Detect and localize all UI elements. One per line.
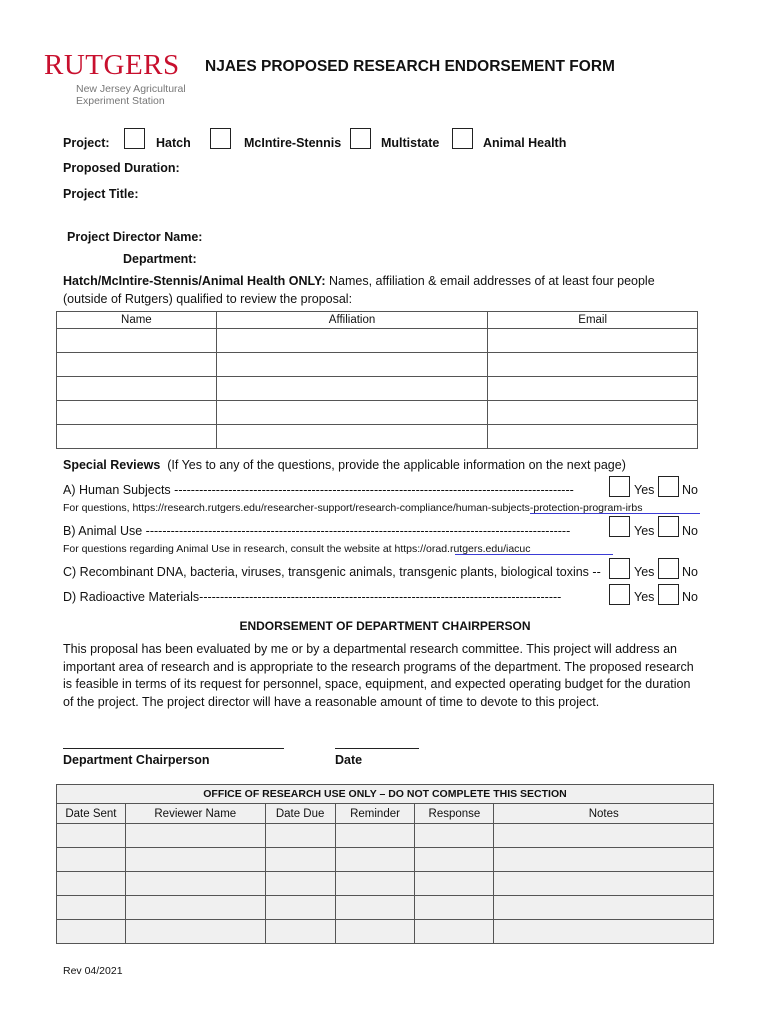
table-cell [335,896,415,920]
animal-use-yes-checkbox[interactable] [609,516,630,537]
project-label: Project: [63,136,110,150]
animal-use-yes-label: Yes [634,524,655,538]
multistate-checkbox[interactable] [350,128,371,149]
table-cell [125,896,265,920]
table-cell[interactable] [216,353,488,377]
signature-line[interactable] [63,748,284,749]
table-cell [415,824,494,848]
endorsement-paragraph: This proposal has been evaluated by me or by a departmental research committee. This project will address an important area of research and is appropriate to the research programs of the department. The proposed research is feasible in terms of its request for personnel, space, equipment, and expected operating budget for the duration of the project. The project director will have a reasonable amount of time to devote to this project. [63,642,694,710]
table-cell [265,848,335,872]
project-title-label: Project Title: [63,187,139,201]
radioactive-yes-checkbox[interactable] [609,584,630,605]
recombinant-no-label: No [682,565,698,579]
table-row [57,401,698,425]
table-row [57,896,714,920]
special-reviews-heading [63,458,626,472]
table-cell [125,824,265,848]
animal-use-question: B) Animal Use ------------------------------------------------------------------------------------------------------ [63,524,571,538]
office-heading-row [57,785,714,804]
table-cell [335,848,415,872]
proposed-duration-label: Proposed Duration: [63,161,180,175]
office-header-row [57,804,714,824]
human-subjects-no-checkbox[interactable] [658,476,679,497]
chairperson-label: Department Chairperson [63,753,210,767]
table-cell [494,920,714,944]
table-cell [494,896,714,920]
date-label: Date [335,753,363,767]
table-cell [494,872,714,896]
table-row [57,920,714,944]
table-row [57,824,714,848]
table-cell [415,920,494,944]
human-subjects-no-label: No [682,483,698,497]
recombinant-yes-checkbox[interactable] [609,558,630,579]
endorsement-heading: ENDORSEMENT OF DEPARTMENT CHAIRPERSON [239,619,531,633]
table-cell[interactable] [488,425,698,449]
table-cell[interactable] [57,353,217,377]
human-subjects-yes-checkbox[interactable] [609,476,630,497]
department-label: Department: [123,252,197,266]
col-header-email: Email [488,312,698,329]
table-cell[interactable] [488,401,698,425]
table-cell [125,920,265,944]
revision-note: Rev 04/2021 [63,965,123,977]
animal-health-label: Animal Health [483,136,567,150]
hatch-checkbox[interactable] [124,128,145,149]
table-cell [265,896,335,920]
table-cell [125,872,265,896]
table-cell [57,872,126,896]
table-cell[interactable] [57,377,217,401]
table-cell [335,824,415,848]
table-cell [494,848,714,872]
logo-line-2: Experiment Station [76,95,165,107]
table-cell[interactable] [488,329,698,353]
rutgers-logo: RUTGERS [44,49,180,81]
reviewers-intro [63,274,723,288]
special-reviews-title: Special Reviews [63,458,161,472]
table-cell [335,872,415,896]
table-row [57,872,714,896]
special-reviews-note: (If Yes to any of the questions, provide the applicable information on the next page) [167,458,626,472]
table-cell [415,872,494,896]
reviewers-intro-rest: Names, affiliation & email addresses of at least four people [325,274,655,288]
table-row [57,848,714,872]
reviewers-table [56,311,698,449]
office-use-table [56,784,714,944]
col-header-name: Name [57,312,217,329]
table-cell[interactable] [216,401,488,425]
reviewers-intro-line2: (outside of Rutgers) qualified to review the proposal: [63,292,353,306]
link-underline [530,513,700,514]
table-cell[interactable] [488,353,698,377]
link-underline [455,554,613,555]
recombinant-no-checkbox[interactable] [658,558,679,579]
table-cell[interactable] [57,401,217,425]
radioactive-question: D) Radioactive Materials--------------------------------------------------------------------------------------- [63,590,562,604]
table-cell [265,920,335,944]
col-header-affiliation: Affiliation [216,312,488,329]
form-title: NJAES PROPOSED RESEARCH ENDORSEMENT FORM [205,58,615,75]
human-subjects-link-note[interactable]: For questions, https://research.rutgers.edu/researcher-support/research-compliance/human-subjects-protection-program-irbs [63,502,643,514]
table-cell[interactable] [216,377,488,401]
hatch-label: Hatch [156,136,191,150]
table-cell [265,872,335,896]
office-heading: OFFICE OF RESEARCH USE ONLY – DO NOT COMPLETE THIS SECTION [57,785,714,804]
project-director-label: Project Director Name: [67,230,203,244]
logo-subtitle [76,83,186,107]
logo-line-1: New Jersey Agricultural [76,83,186,95]
table-row [57,353,698,377]
table-cell[interactable] [216,425,488,449]
multistate-label: Multistate [381,136,440,150]
table-cell [125,848,265,872]
date-line[interactable] [335,748,419,749]
table-cell [265,824,335,848]
recombinant-dna-question: C) Recombinant DNA, bacteria, viruses, transgenic animals, transgenic plants, biological toxins -- [63,565,601,579]
col-header-reminder: Reminder [335,804,415,824]
reviewers-header-row [57,312,698,329]
recombinant-yes-label: Yes [634,565,655,579]
animal-health-checkbox[interactable] [452,128,473,149]
table-row [57,377,698,401]
table-row [57,329,698,353]
table-cell[interactable] [216,329,488,353]
table-cell [415,848,494,872]
col-header-date-sent: Date Sent [57,804,126,824]
mcintire-stennis-label: McIntire-Stennis [244,136,342,150]
human-subjects-yes-label: Yes [634,483,655,497]
table-cell [57,824,126,848]
reviewers-intro-bold: Hatch/McIntire-Stennis/Animal Health ONLY: [63,274,326,288]
table-cell [57,896,126,920]
animal-use-no-checkbox[interactable] [658,516,679,537]
col-header-notes: Notes [494,804,714,824]
radioactive-no-label: No [682,590,698,604]
table-cell [494,824,714,848]
table-cell[interactable] [57,329,217,353]
table-cell[interactable] [488,377,698,401]
radioactive-yes-label: Yes [634,590,655,604]
col-header-date-due: Date Due [265,804,335,824]
animal-use-no-label: No [682,524,698,538]
table-row [57,425,698,449]
human-subjects-question: A) Human Subjects ------------------------------------------------------------------------------------------------ [63,483,574,497]
table-cell[interactable] [57,425,217,449]
col-header-reviewer-name: Reviewer Name [125,804,265,824]
table-cell [57,920,126,944]
table-cell [335,920,415,944]
mcintire-stennis-checkbox[interactable] [210,128,231,149]
table-cell [57,848,126,872]
radioactive-no-checkbox[interactable] [658,584,679,605]
table-cell [415,896,494,920]
col-header-response: Response [415,804,494,824]
animal-use-link-note[interactable]: For questions regarding Animal Use in research, consult the website at https://orad.rutgers.edu/iacuc [63,543,531,555]
